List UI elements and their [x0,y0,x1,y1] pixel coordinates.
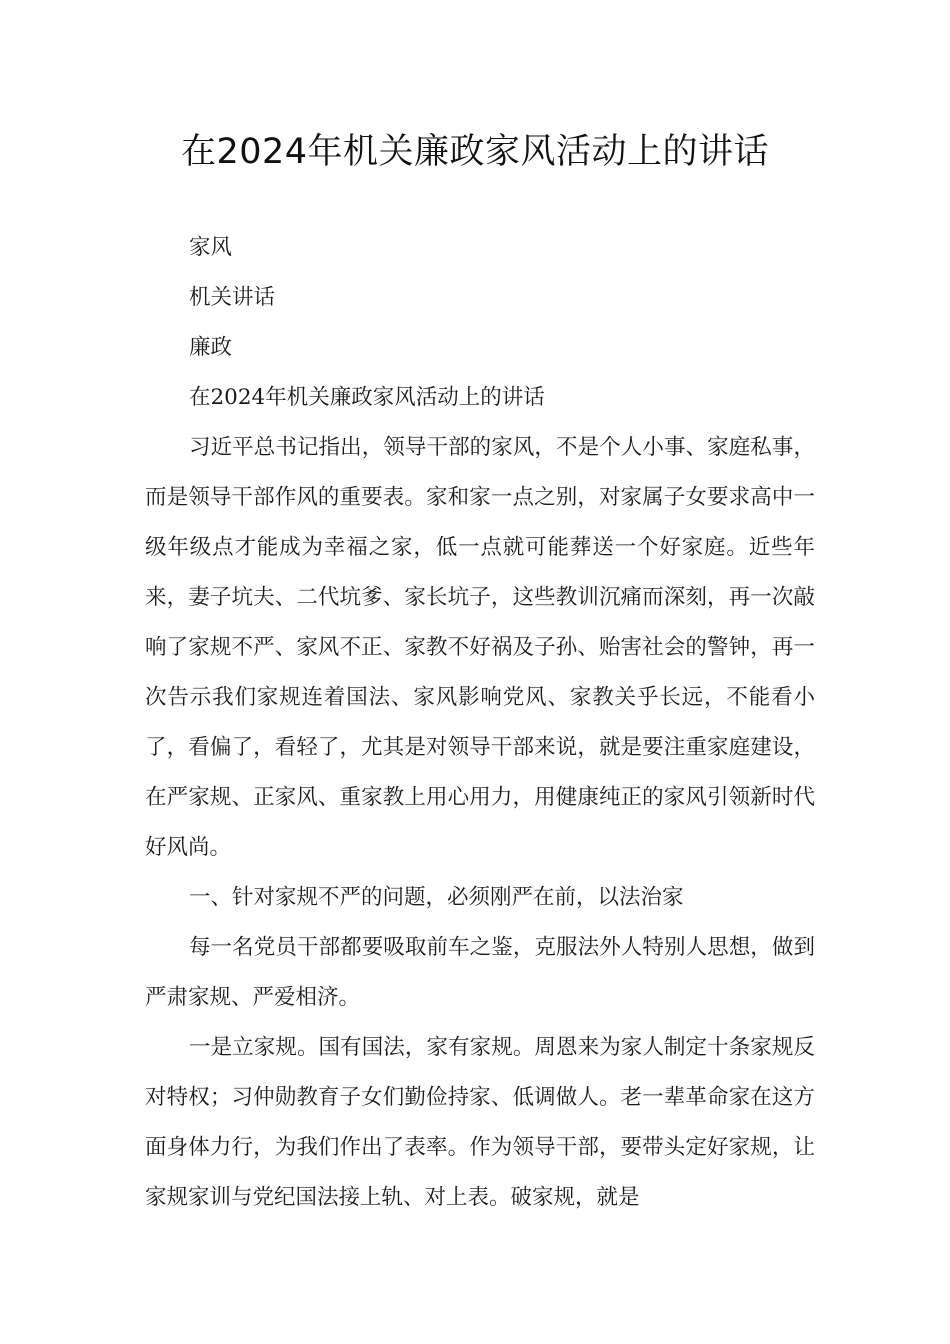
body-paragraph: 每一名党员干部都要吸取前车之鉴，克服法外人特别人思想，做到严肃家规、严爱相济。 [145,935,815,1010]
document-title: 在2024年机关廉政家风活动上的讲话 [180,132,770,172]
keyword-tag: 机关讲话 [189,285,276,310]
section-heading: 一、针对家规不严的问题，必须刚严在前，以法治家 [189,885,684,910]
document-body [145,223,815,1223]
body-paragraph: 习近平总书记指出，领导干部的家风，不是个人小事、家庭私事，而是领导干部作风的重要表。家和家一点之别，对家属子女要求高中一级年级点才能成为幸福之家，低一点就可能葬送一个好家庭。近些年来，妻子坑夫、二代坑爹、家长坑子，这些教训沉痛而深刻，再一次敲响了家规不严、家风不正、家教不好祸及子孙、贻害社会的警钟，再一次告示我们家规连着国法、家风影响党风、家教关乎长远，不能看小了，看偏了，看轻了，尤其是对领导干部来说，就是要注重家庭建设，在严家规、正家风、重家教上用心用力，用健康纯正的家风引领新时代好风尚。 [145,435,815,860]
keyword-tag: 廉政 [189,335,233,360]
keyword-tag: 家风 [189,235,233,260]
body-paragraph: 一是立家规。国有国法，家有家规。周恩来为家人制定十条家规反对特权；习仲勋教育子女们勤俭持家、低调做人。老一辈革命家在这方面身体力行，为我们作出了表率。作为领导干部，要带头定好家规，让家规家训与党纪国法接上轨、对上表。破家规，就是 [145,1035,815,1210]
subtitle-line: 在2024年机关廉政家风活动上的讲话 [189,385,545,410]
